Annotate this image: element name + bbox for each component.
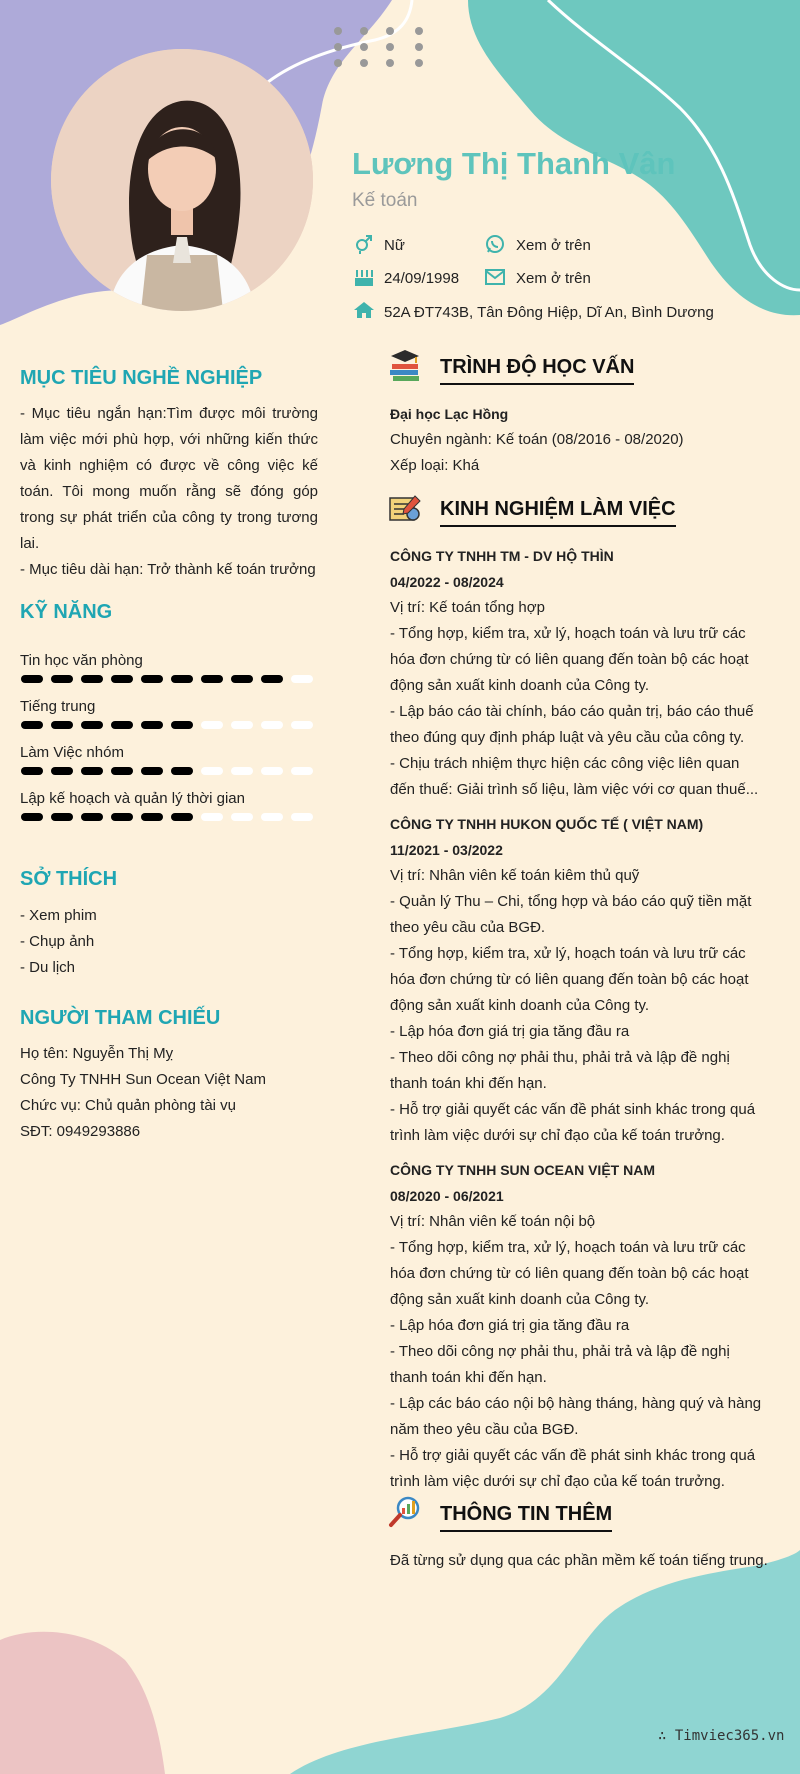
job-period: 08/2020 - 06/2021 — [390, 1188, 504, 1204]
skill-dash-filled — [231, 675, 253, 683]
skills-title: KỸ NĂNG — [20, 601, 113, 623]
job-task: - Tổng hợp, kiểm tra, xử lý, hoạch toán và lưu trữ các hóa đơn chứng từ có liên quang đến toàn bộ các hoạt động sản xuất kinh doanh của Công ty. — [390, 625, 749, 694]
skill-dash-filled — [261, 675, 283, 683]
job-task: - Tổng hợp, kiểm tra, xử lý, hoạch toán và lưu trữ các hóa đơn chứng từ có liên quang đến toàn bộ các hoạt động sản xuất kinh doanh của Công ty. — [390, 1239, 749, 1308]
skill-name: Làm Việc nhóm — [20, 744, 124, 761]
home-icon — [353, 300, 375, 320]
job-task: - Lập hóa đơn giá trị gia tăng đầu ra — [390, 1023, 630, 1040]
skill-dash-empty — [291, 813, 313, 821]
skill-dash-filled — [111, 675, 133, 683]
job-position: Vị trí: Nhân viên kế toán nội bộ — [390, 1213, 596, 1230]
reference-line: SĐT: 0949293886 — [20, 1123, 141, 1140]
candidate-role: Kế toán — [352, 190, 418, 211]
skill-dash-filled — [141, 675, 163, 683]
job-task: - Tổng hợp, kiểm tra, xử lý, hoạch toán và lưu trữ các hóa đơn chứng từ có liên quang đến toàn bộ các hoạt động sản xuất kinh doanh của Công ty. — [390, 945, 749, 1014]
job-period: 04/2022 - 08/2024 — [390, 574, 504, 590]
skill-dash-filled — [171, 767, 193, 775]
email-icon — [484, 267, 506, 287]
job-position: Vị trí: Nhân viên kế toán kiêm thủ quỹ — [390, 867, 640, 884]
skill-name: Tin học văn phòng — [20, 652, 143, 669]
education-title: TRÌNH ĐỘ HỌC VẤN — [440, 356, 634, 385]
skill-dash-filled — [21, 767, 43, 775]
skill-dash-empty — [261, 721, 283, 729]
skill-dash-empty — [231, 813, 253, 821]
email-value: Xem ở trên — [516, 270, 591, 287]
job-period: 11/2021 - 03/2022 — [390, 842, 503, 858]
job-item — [390, 543, 768, 803]
skill-dash-filled — [21, 813, 43, 821]
skill-name: Tiếng trung — [20, 698, 96, 715]
phone-icon — [484, 234, 506, 254]
skill-level-bar — [20, 765, 320, 777]
work-experience-icon — [388, 492, 422, 524]
skill-dash-empty — [261, 813, 283, 821]
skill-level-bar — [20, 719, 320, 731]
skill-dash-filled — [81, 767, 103, 775]
skill-dash-empty — [231, 767, 253, 775]
skill-dash-filled — [171, 813, 193, 821]
objective-short-term: - Mục tiêu ngắn hạn:Tìm được môi trường làm việc mới phù hợp, với những kiến thức và kinh nghiệm có được về công việc kế toán. Tôi mong muốn rằng sẽ đóng góp trong sự phát triển của công ty trong tương lai. — [20, 405, 318, 552]
experience-list — [390, 543, 768, 1495]
objective-long-term: - Mục tiêu dài hạn: Trở thành kế toán trưởng — [20, 561, 316, 578]
skill-dash-empty — [201, 721, 223, 729]
birthday-value: 24/09/1998 — [384, 270, 460, 287]
avatar — [51, 49, 313, 311]
skill-dash-filled — [51, 675, 73, 683]
skill-dash-filled — [141, 721, 163, 729]
skill-name: Lập kế hoạch và quản lý thời gian — [20, 790, 245, 807]
skill-dash-empty — [201, 813, 223, 821]
job-company: CÔNG TY TNHH TM - DV HỘ THÌN — [390, 548, 614, 564]
hobbies-list — [20, 903, 318, 981]
job-task: - Quản lý Thu – Chi, tổng hợp và báo cáo quỹ tiền mặt theo yêu cầu của BGĐ. — [390, 893, 752, 936]
skill-dash-filled — [51, 813, 73, 821]
reference-info — [20, 1041, 318, 1145]
skill-dash-filled — [171, 675, 193, 683]
skill-dash-empty — [261, 767, 283, 775]
job-item — [390, 811, 768, 1149]
skill-dash-filled — [21, 721, 43, 729]
job-task: - Lập các báo cáo nội bộ hàng tháng, hàng quý và hàng năm theo yêu cầu của BGĐ. — [390, 1395, 762, 1438]
skill-dash-filled — [81, 675, 103, 683]
skill-dash-filled — [141, 813, 163, 821]
gender-icon — [353, 234, 375, 254]
skill-dash-filled — [171, 721, 193, 729]
job-task: - Theo dõi công nợ phải thu, phải trả và lập đề nghị thanh toán khi đến hạn. — [390, 1343, 730, 1386]
job-company: CÔNG TY TNHH HUKON QUỐC TẾ ( VIỆT NAM) — [390, 816, 704, 832]
magnifier-chart-icon — [388, 1496, 422, 1528]
experience-title: KINH NGHIỆM LÀM VIỆC — [440, 498, 676, 527]
gender-value: Nữ — [384, 237, 405, 254]
watermark-logo: ∴ Timviec365.vn — [658, 1728, 785, 1744]
skill-dash-filled — [81, 721, 103, 729]
reference-line: Chức vụ: Chủ quản phòng tài vụ — [20, 1097, 237, 1114]
education-school: Đại học Lạc Hồng — [390, 406, 509, 422]
skill-dash-filled — [111, 721, 133, 729]
skill-dash-empty — [201, 767, 223, 775]
skill-dash-filled — [21, 675, 43, 683]
job-task: - Lập hóa đơn giá trị gia tăng đầu ra — [390, 1317, 630, 1334]
objective-content — [20, 401, 318, 583]
skill-level-bar — [20, 811, 320, 823]
hobby-item: - Xem phim — [20, 907, 97, 924]
reference-title: NGƯỜI THAM CHIẾU — [20, 1007, 221, 1029]
skill-dash-empty — [291, 675, 313, 683]
skill-dash-filled — [111, 767, 133, 775]
education-rank: Xếp loại: Khá — [390, 457, 480, 474]
skill-dash-empty — [291, 767, 313, 775]
skill-dash-empty — [231, 721, 253, 729]
education-major: Chuyên ngành: Kế toán (08/2016 - 08/2020) — [390, 431, 684, 448]
books-icon — [388, 348, 422, 382]
reference-line: Họ tên: Nguyễn Thị Mỵ — [20, 1045, 174, 1062]
hobby-item: - Chụp ảnh — [20, 933, 95, 950]
hobbies-title: SỞ THÍCH — [20, 868, 118, 890]
job-company: CÔNG TY TNHH SUN OCEAN VIỆT NAM — [390, 1162, 655, 1178]
job-task: - Lập báo cáo tài chính, báo cáo quản trị, báo cáo thuế theo đúng quy định pháp luật và yêu cầu của công ty. — [390, 703, 754, 746]
skill-dash-filled — [141, 767, 163, 775]
skill-dash-filled — [51, 767, 73, 775]
job-task: - Hỗ trợ giải quyết các vấn đề phát sinh khác trong quá trình làm việc dưới sự chỉ đạo của kế toán trưởng. — [390, 1101, 756, 1144]
extra-info-text: Đã từng sử dụng qua các phần mềm kế toán tiếng trung. — [390, 1552, 768, 1569]
job-task: - Chịu trách nhiệm thực hiện các công việc liên quan đến thuế: Giải trình số liệu, làm việc với cơ quan thuế... — [390, 755, 759, 798]
candidate-name: Lương Thị Thanh Vân — [352, 146, 676, 181]
job-position: Vị trí: Kế toán tổng hợp — [390, 599, 545, 616]
address-value: 52A ĐT743B, Tân Đông Hiệp, Dĩ An, Bình Dương — [384, 304, 714, 321]
skill-dash-filled — [81, 813, 103, 821]
objective-title: MỤC TIÊU NGHỀ NGHIỆP — [20, 367, 263, 389]
skill-dash-filled — [111, 813, 133, 821]
education-content — [390, 401, 768, 479]
birthday-cake-icon — [353, 267, 375, 287]
job-item — [390, 1157, 768, 1495]
skill-dash-empty — [291, 721, 313, 729]
skill-dash-filled — [201, 675, 223, 683]
job-task: - Theo dõi công nợ phải thu, phải trả và lập đề nghị thanh toán khi đến hạn. — [390, 1049, 730, 1092]
skill-dash-filled — [51, 721, 73, 729]
phone-value: Xem ở trên — [516, 237, 591, 254]
extra-info-title: THÔNG TIN THÊM — [440, 1503, 612, 1532]
skill-level-bar — [20, 673, 320, 685]
job-task: - Hỗ trợ giải quyết các vấn đề phát sinh khác trong quá trình làm việc dưới sự chỉ đạo của kế toán trưởng. — [390, 1447, 756, 1490]
reference-line: Công Ty TNHH Sun Ocean Việt Nam — [20, 1071, 266, 1088]
hobby-item: - Du lịch — [20, 959, 76, 976]
